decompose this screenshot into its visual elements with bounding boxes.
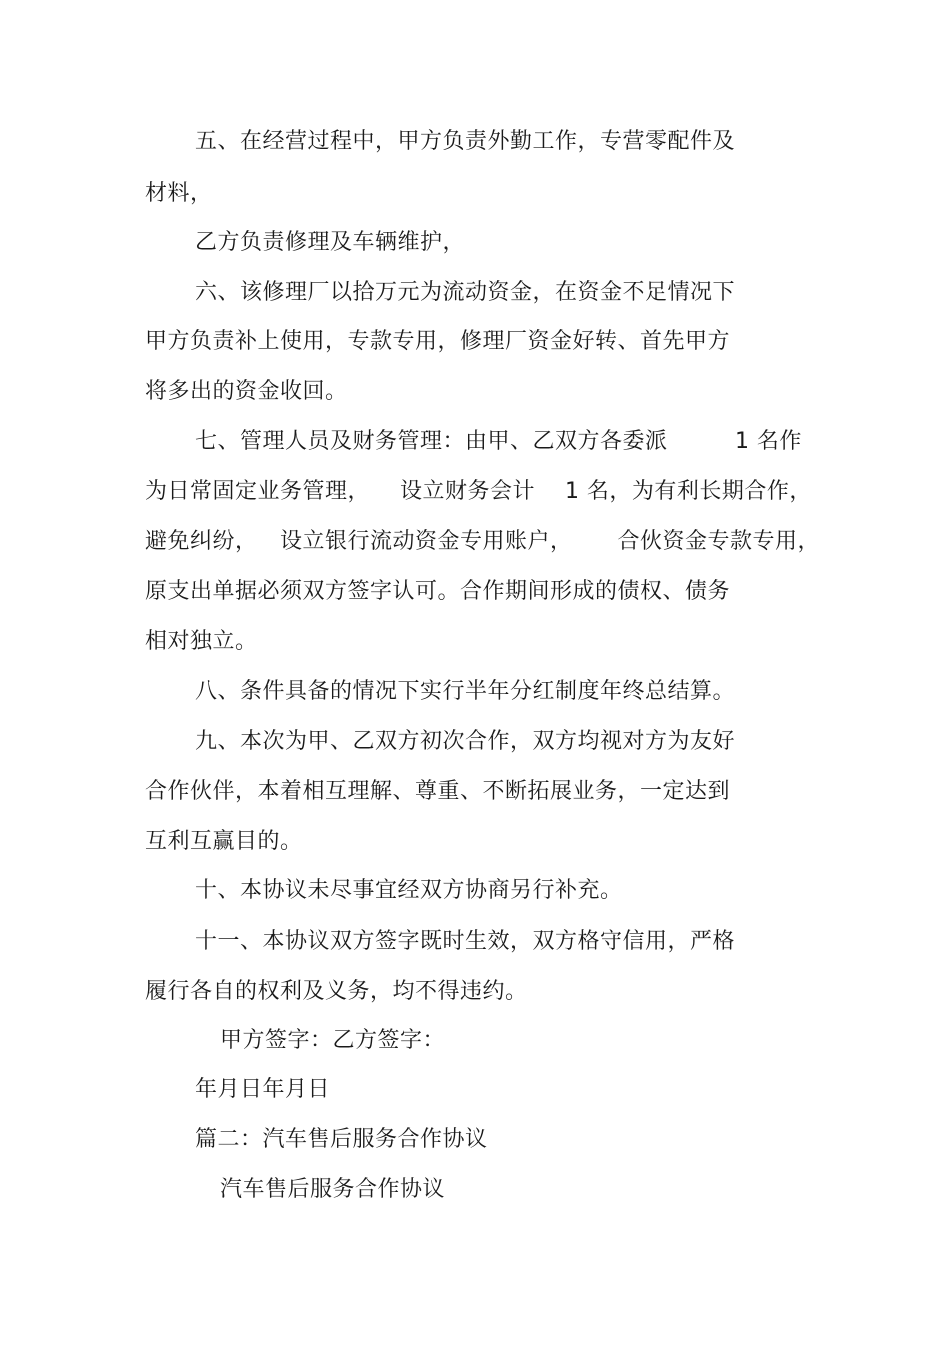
paragraph-line: 十一、本协议双方签字既时生效，双方格守信用，严格 (195, 929, 736, 954)
paragraph-line: 五、在经营过程中，甲方负责外勤工作，专营零配件及 (195, 129, 736, 154)
signature-line: 甲方签字：乙方签字： (220, 1028, 446, 1053)
paragraph-line: 原支出单据必须双方签字认可。合作期间形成的债权、债务 (145, 579, 731, 604)
paragraph-line: 乙方负责修理及车辆维护， (195, 230, 466, 255)
paragraph-line: 履行各自的权利及义务，均不得违约。 (145, 979, 528, 1004)
paragraph-line: 材料， (145, 181, 213, 206)
paragraph-line: 九、本次为甲、乙双方初次合作，双方均视对方为友好 (195, 729, 736, 754)
paragraph-line: 甲方负责补上使用，专款专用，修理厂资金好转、首先甲方 (145, 329, 731, 354)
date-line: 年月日年月日 (195, 1077, 331, 1102)
paragraph-line: 避免纠纷， 设立银行流动资金专用账户， 合伙资金专款专用， (145, 529, 820, 554)
section-heading: 篇二：汽车售后服务合作协议 (195, 1127, 488, 1152)
paragraph-line: 为日常固定业务管理， 设立财务会计 1 名，为有利长期合作， (145, 479, 812, 504)
paragraph-line: 互利互赢目的。 (145, 829, 303, 854)
paragraph-line: 十、本协议未尽事宜经双方协商另行补充。 (195, 878, 623, 903)
paragraph-line: 七、管理人员及财务管理：由甲、乙双方各委派 1 名作 (195, 429, 802, 454)
paragraph-line: 六、该修理厂以拾万元为流动资金，在资金不足情况下 (195, 280, 736, 305)
paragraph-line: 相对独立。 (145, 629, 258, 654)
document-title: 汽车售后服务合作协议 (220, 1177, 446, 1202)
paragraph-line: 将多出的资金收回。 (145, 379, 348, 404)
paragraph-line: 合作伙伴，本着相互理解、尊重、不断拓展业务，一定达到 (145, 779, 731, 804)
paragraph-line: 八、条件具备的情况下实行半年分红制度年终总结算。 (195, 679, 736, 704)
